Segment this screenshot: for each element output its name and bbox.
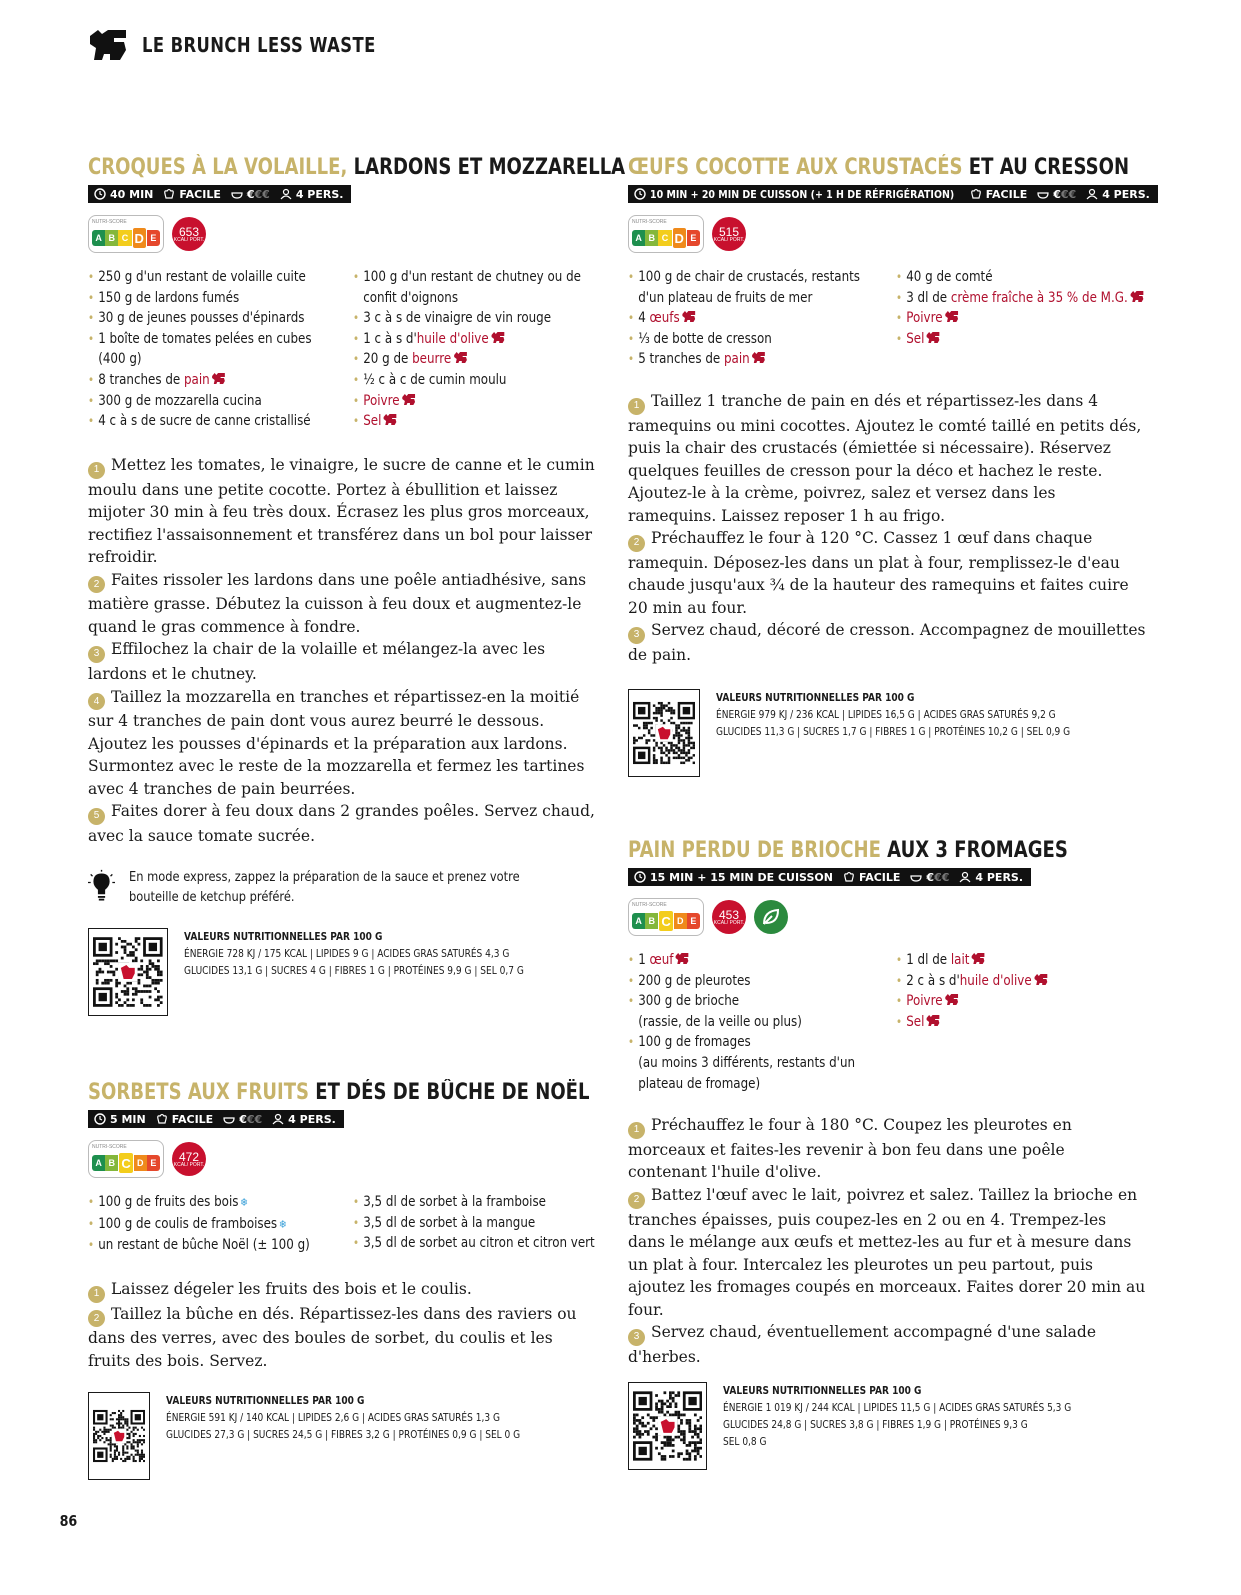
step-number-icon: 4 bbox=[88, 693, 105, 710]
recipe-oeufs-cocotte bbox=[628, 155, 1148, 777]
servings: 4 PERS. bbox=[975, 870, 1024, 884]
recipe-meta-bar bbox=[628, 185, 1158, 203]
ingredient-item: • 3,5 dl de sorbet au citron et citron vert bbox=[353, 1233, 561, 1254]
nutrition-title: VALEURS NUTRITIONNELLES PAR 100 G bbox=[723, 1384, 922, 1398]
ingredient-item: • 3,5 dl de sorbet à la framboise bbox=[353, 1192, 561, 1213]
step-number-icon: 1 bbox=[88, 1286, 105, 1303]
difficulty: FACILE bbox=[858, 870, 901, 884]
nutrition-line: ÉNERGIE 979 KJ / 236 KCAL | LIPIDES 16,5 G | ACIDES GRAS SATURÉS 9,2 G bbox=[716, 707, 1056, 721]
vegetarian-leaf-icon bbox=[754, 900, 788, 934]
instruction-step: 2 Préchauffez le four à 120 °C. Cassez 1 œuf dans chaque ramequin. Déposez-les dans un plat à four, remplissez-le d'eau chaude jusqu'aux ¾ de la hauteur des ramequins et faites cuire 20 min au four. bbox=[628, 529, 1129, 617]
servings: 4 PERS. bbox=[288, 1112, 336, 1126]
page-number: 86 bbox=[59, 1512, 78, 1530]
delhaize-lion-icon bbox=[1129, 290, 1143, 303]
ingredient-item: • ⅓ de botte de cresson bbox=[628, 329, 856, 350]
instruction-step: 3 Servez chaud, décoré de cresson. Accompagnez de mouillettes de pain. bbox=[628, 621, 1146, 665]
snowflake-icon: ❄ bbox=[278, 1217, 287, 1231]
nutrition-line: GLUCIDES 13,1 G | SUCRES 4 G | FIBRES 1 G | PROTÉINES 9,9 G | SEL 0,7 G bbox=[183, 963, 524, 977]
ingredient-list bbox=[88, 267, 598, 432]
recipe-pain-perdu bbox=[628, 838, 1148, 1470]
ingredient-item: • 3 c à s de vinaigre de vin rouge bbox=[353, 308, 561, 329]
cost-icon bbox=[1037, 188, 1049, 200]
ingredient-item: • 5 tranches de pain bbox=[628, 349, 856, 370]
delhaize-lion-icon bbox=[751, 351, 765, 364]
delhaize-lion-icon bbox=[211, 372, 225, 385]
kcal-badge: 472 KCAL/ PORT. bbox=[172, 1142, 206, 1176]
qr-code[interactable] bbox=[628, 1382, 707, 1470]
instruction-step: 3 Servez chaud, éventuellement accompagné d'une salade d'herbes. bbox=[628, 1323, 1096, 1366]
difficulty: FACILE bbox=[171, 1112, 214, 1126]
chef-hat-icon bbox=[843, 871, 855, 883]
qr-code[interactable] bbox=[88, 1392, 150, 1480]
step-number-icon: 1 bbox=[88, 462, 105, 479]
step-number-icon: 3 bbox=[88, 646, 105, 663]
cost-icon bbox=[231, 188, 243, 200]
nutrition-info bbox=[88, 1392, 598, 1480]
delhaize-lion-icon bbox=[926, 1014, 940, 1027]
clock-icon bbox=[94, 188, 106, 200]
ingredient-item: • 250 g d'un restant de volaille cuite bbox=[88, 267, 313, 288]
recipe-title: CROQUES À LA VOLAILLE, LARDONS ET MOZZARELLA bbox=[88, 155, 626, 180]
delhaize-lion-icon bbox=[681, 310, 695, 323]
ingredient-list bbox=[88, 1192, 598, 1256]
instructions bbox=[88, 454, 598, 848]
ingredient-item: • Poivre bbox=[896, 308, 1110, 329]
nutrition-line: GLUCIDES 11,3 G | SUCRES 1,7 G | FIBRES 1 G | PROTÉINES 10,2 G | SEL 0,9 G bbox=[716, 724, 1071, 738]
ingredient-item: • 300 g de brioche (rassie, de la veille ou plus) bbox=[628, 991, 856, 1032]
ingredient-item: • 1 œuf bbox=[628, 950, 856, 971]
chef-hat-icon bbox=[970, 188, 982, 200]
nutrition-info bbox=[88, 928, 598, 1016]
delhaize-lion-icon bbox=[944, 993, 958, 1006]
ingredient-item: • 100 g de fruits des bois ❄ bbox=[88, 1192, 313, 1214]
cost: €€€ bbox=[239, 1112, 263, 1126]
delhaize-lion-icon bbox=[490, 331, 504, 344]
delhaize-lion-icon bbox=[453, 351, 467, 364]
kcal-badge: 653 KCAL/ PORT. bbox=[172, 217, 206, 251]
nutrition-line: GLUCIDES 27,3 G | SUCRES 24,5 G | FIBRES 3,2 G | PROTÉINES 0,9 G | SEL 0 G bbox=[166, 1428, 521, 1442]
delhaize-lion-logo-icon bbox=[88, 28, 128, 62]
delhaize-lion-icon bbox=[1033, 973, 1047, 986]
ingredient-item: • 1 c à s d'huile d'olive bbox=[353, 329, 561, 350]
instructions bbox=[628, 1114, 1148, 1368]
nutrition-line: SEL 0,8 G bbox=[723, 1435, 767, 1449]
ingredient-item: • Sel bbox=[896, 329, 1110, 350]
qr-code[interactable] bbox=[88, 928, 168, 1016]
ingredient-item: • ½ c à c de cumin moulu bbox=[353, 370, 561, 391]
recipe-title: PAIN PERDU DE BRIOCHE AUX 3 FROMAGES bbox=[628, 838, 1068, 863]
ingredient-item: • 1 boîte de tomates pelées en cubes (400 g) bbox=[88, 329, 313, 370]
ingredient-item: • 200 g de pleurotes bbox=[628, 971, 856, 992]
ingredient-item: • 4 c à s de sucre de canne cristallisé bbox=[88, 411, 313, 432]
nutrition-info bbox=[628, 1382, 1148, 1470]
tip-block bbox=[88, 868, 598, 908]
ingredient-item: • 300 g de mozzarella cucina bbox=[88, 391, 313, 412]
step-number-icon: 2 bbox=[628, 535, 645, 552]
nutri-score-badge: NUTRI-SCORE A B C D E bbox=[88, 215, 164, 253]
instruction-step: 1 Mettez les tomates, le vinaigre, le sucre de canne et le cumin moulu dans une petite cocotte. Portez à ébullition et laissez mijoter 30 min à feu très doux. Écrasez les plus gros morceaux, rectifiez l'assaisonnement et transférez dans un bol pour laisser refroidir. bbox=[88, 455, 595, 566]
prep-time: 5 MIN bbox=[110, 1112, 146, 1126]
ingredient-item: • 3,5 dl de sorbet à la mangue bbox=[353, 1213, 561, 1234]
tip-text: En mode express, zappez la préparation de la sauce et prenez votre bouteille de ketchup préféré. bbox=[129, 869, 520, 905]
ingredient-item: • 30 g de jeunes pousses d'épinards bbox=[88, 308, 313, 329]
chef-hat-icon bbox=[156, 1113, 168, 1125]
prep-time: 40 MIN bbox=[110, 187, 154, 201]
nutrition-title: VALEURS NUTRITIONNELLES PAR 100 G bbox=[716, 690, 915, 704]
step-number-icon: 2 bbox=[88, 576, 105, 593]
ingredient-list bbox=[628, 950, 1148, 1094]
section-title: LE BRUNCH LESS WASTE bbox=[142, 33, 376, 57]
nutri-score-badge: NUTRI-SCORE A B C D E bbox=[88, 1140, 164, 1178]
nutri-score-badge: NUTRI-SCORE A B C D E bbox=[628, 898, 704, 936]
kcal-badge: 453 KCAL/ PORT. bbox=[712, 900, 746, 934]
ingredient-item: • 100 g d'un restant de chutney ou de confit d'oignons bbox=[353, 267, 561, 308]
cost: €€€ bbox=[926, 870, 950, 884]
ingredient-item: • Sel bbox=[353, 411, 561, 432]
clock-icon bbox=[94, 1113, 106, 1125]
instructions bbox=[628, 390, 1148, 667]
step-number-icon: 2 bbox=[628, 1192, 645, 1209]
step-number-icon: 5 bbox=[88, 808, 105, 825]
recipe-title: ŒUFS COCOTTE AUX CRUSTACÉS ET AU CRESSON bbox=[628, 155, 1130, 180]
cost-icon bbox=[910, 871, 922, 883]
ingredient-item: • Poivre bbox=[353, 391, 561, 412]
difficulty: FACILE bbox=[179, 187, 221, 201]
qr-code[interactable] bbox=[628, 689, 700, 777]
person-icon bbox=[1086, 188, 1098, 200]
person-icon bbox=[272, 1113, 284, 1125]
clock-icon bbox=[634, 188, 646, 200]
servings: 4 PERS. bbox=[295, 187, 344, 201]
instruction-step: 2 Faites rissoler les lardons dans une poêle antiadhésive, sans matière grasse. Débutez la cuisson à feu doux et augmentez-le quand le gras commence à fondre. bbox=[88, 570, 587, 636]
instruction-step: 1 Préchauffez le four à 180 °C. Coupez les pleurotes en morceaux et faites-les revenir à bon feu dans une poêle contenant l'huile d'olive. bbox=[628, 1116, 1072, 1182]
ingredient-item: • Poivre bbox=[896, 991, 1110, 1012]
delhaize-lion-icon bbox=[926, 331, 940, 344]
delhaize-lion-icon bbox=[675, 952, 689, 965]
instruction-step: 1 Taillez 1 tranche de pain en dés et répartissez-les dans 4 ramequins ou mini cocottes. Ajoutez le comté taillé en petits dés, puis la chair des crustacés (émiettée si nécessaire). Réservez quelques feuilles de cresson pour la déco et hachez le reste. Ajoutez-le à la crème, poivrez, salez et versez dans les ramequins. Laissez reposer 1 h au frigo. bbox=[628, 391, 1142, 525]
step-number-icon: 1 bbox=[628, 1122, 645, 1139]
delhaize-lion-icon bbox=[401, 393, 415, 406]
person-icon bbox=[959, 871, 971, 883]
ingredient-item: • 100 g de chair de crustacés, restants d'un plateau de fruits de mer bbox=[628, 267, 856, 308]
person-icon bbox=[280, 188, 292, 200]
ingredient-item: • 100 g de coulis de framboises ❄ bbox=[88, 1214, 313, 1236]
nutrition-title: VALEURS NUTRITIONNELLES PAR 100 G bbox=[183, 929, 383, 943]
step-number-icon: 3 bbox=[628, 1329, 645, 1346]
ingredient-item: • 3 dl de crème fraîche à 35 % de M.G. bbox=[896, 288, 1110, 309]
servings: 4 PERS. bbox=[1102, 187, 1150, 201]
ingredient-item: • 4 œufs bbox=[628, 308, 856, 329]
instruction-step: 1 Laissez dégeler les fruits des bois et le coulis. bbox=[88, 1278, 598, 1303]
instructions bbox=[88, 1278, 598, 1373]
instruction-step: 3 Effilochez la chair de la volaille et mélangez-la avec les lardons et le chutney. bbox=[88, 640, 546, 683]
prep-time: 15 MIN + 15 MIN DE CUISSON bbox=[650, 870, 833, 884]
ingredient-item: • 100 g de fromages (au moins 3 différents, restants d'un plateau de fromage) bbox=[628, 1032, 856, 1094]
recipe-sorbets bbox=[88, 1080, 598, 1480]
instruction-step: 2 Taillez la bûche en dés. Répartissez-les dans des raviers ou dans des verres, avec des boules de sorbet, du coulis et les fruits des bois. Servez. bbox=[88, 1304, 577, 1370]
cost: €€€ bbox=[1053, 187, 1077, 201]
nutrition-line: GLUCIDES 24,8 G | SUCRES 3,8 G | FIBRES 1,9 G | PROTÉINES 9,3 G bbox=[723, 1418, 1028, 1432]
nutrition-line: ÉNERGIE 728 KJ / 175 KCAL | LIPIDES 9 G | ACIDES GRAS SATURÉS 4,3 G bbox=[183, 946, 509, 960]
instruction-step: 4 Taillez la mozzarella en tranches et répartissez-en la moitié sur 4 tranches de pain dont vous aurez beurré le dessous. Ajoutez les pousses d'épinards et la préparation aux lardons. Surmontez avec le reste de la mozzarella et fermez les tartines avec 4 tranches de pain beurrées. bbox=[88, 687, 585, 798]
step-number-icon: 2 bbox=[88, 1310, 105, 1327]
ingredient-item: • 8 tranches de pain bbox=[88, 370, 313, 391]
ingredient-item: • 20 g de beurre bbox=[353, 349, 561, 370]
chef-hat-icon bbox=[163, 188, 175, 200]
ingredient-list bbox=[628, 267, 1148, 370]
difficulty: FACILE bbox=[985, 187, 1028, 201]
prep-time: 10 MIN + 20 MIN DE CUISSON (+ 1 H DE RÉFRIGÉRATION) bbox=[650, 187, 955, 201]
page-header bbox=[88, 28, 427, 62]
delhaize-lion-icon bbox=[383, 413, 397, 426]
recipe-meta-bar bbox=[628, 868, 1031, 886]
recipe-title: SORBETS AUX FRUITS ET DÉS DE BÛCHE DE NOËL bbox=[88, 1080, 590, 1105]
delhaize-lion-icon bbox=[971, 952, 985, 965]
lightbulb-icon bbox=[88, 868, 115, 906]
nutrition-info bbox=[628, 689, 1148, 777]
cost-icon bbox=[223, 1113, 235, 1125]
ingredient-item: • 2 c à s d'huile d'olive bbox=[896, 971, 1110, 992]
step-number-icon: 1 bbox=[628, 398, 645, 415]
recipe-croques bbox=[88, 155, 626, 1016]
kcal-badge: 515 KCAL/ PORT. bbox=[712, 217, 746, 251]
delhaize-lion-icon bbox=[944, 310, 958, 323]
instruction-step: 5 Faites dorer à feu doux dans 2 grandes poêles. Servez chaud, avec la sauce tomate sucrée. bbox=[88, 802, 595, 845]
ingredient-item: • Sel bbox=[896, 1012, 1110, 1033]
recipe-meta-bar bbox=[88, 185, 351, 203]
snowflake-icon: ❄ bbox=[240, 1196, 249, 1209]
instruction-step: 2 Battez l'œuf avec le lait, poivrez et salez. Taillez la brioche en tranches épaisses, puis coupez-les en 2 ou en 4. Trempez-les dans le mélange aux œufs et mettez-les au fur et à mesure dans un plat à four. Intercalez les pleurotes un peu partout, puis ajoutez les fromages coupés en morceaux. Faites dorer 20 min au four. bbox=[628, 1185, 1146, 1319]
ingredient-item: • 1 dl de lait bbox=[896, 950, 1110, 971]
clock-icon bbox=[634, 871, 646, 883]
ingredient-item: • un restant de bûche Noël (± 100 g) bbox=[88, 1235, 313, 1256]
nutrition-title: VALEURS NUTRITIONNELLES PAR 100 G bbox=[166, 1394, 365, 1408]
ingredient-item: • 40 g de comté bbox=[896, 267, 1110, 288]
nutri-score-badge: NUTRI-SCORE A B C D E bbox=[628, 215, 704, 253]
step-number-icon: 3 bbox=[628, 627, 645, 644]
ingredient-item: • 150 g de lardons fumés bbox=[88, 288, 313, 309]
nutrition-line: ÉNERGIE 591 KJ / 140 KCAL | LIPIDES 2,6 G | ACIDES GRAS SATURÉS 1,3 G bbox=[166, 1411, 501, 1425]
recipe-meta-bar bbox=[88, 1110, 344, 1128]
nutrition-line: ÉNERGIE 1 019 KJ / 244 KCAL | LIPIDES 11,5 G | ACIDES GRAS SATURÉS 5,3 G bbox=[723, 1401, 1072, 1415]
cost: €€€ bbox=[246, 187, 270, 201]
